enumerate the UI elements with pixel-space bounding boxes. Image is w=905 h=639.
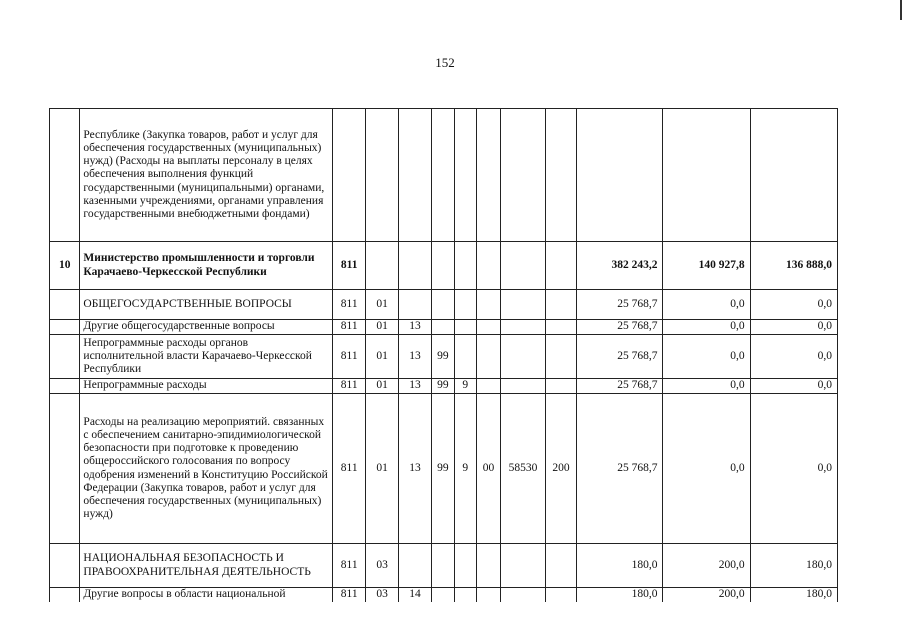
row-number (50, 379, 80, 394)
sum-year-2: 0,0 (663, 379, 750, 394)
sum-year-1: 25 768,7 (577, 379, 663, 394)
code-rz: 01 (366, 379, 398, 394)
code-pr: 13 (398, 394, 431, 544)
sum-year-1: 180,0 (577, 588, 663, 603)
code-vr (545, 544, 576, 588)
sum-year-3 (750, 109, 837, 242)
code-cs3 (476, 242, 500, 290)
code-cs4 (501, 588, 546, 603)
table-row (50, 320, 838, 335)
code-cs4 (501, 290, 546, 320)
code-cs3 (476, 588, 500, 603)
row-name: Непрограммные расходы (80, 379, 333, 394)
code-cs1 (432, 320, 454, 335)
code-gr (332, 109, 365, 242)
budget-table-body (50, 109, 838, 603)
code-cs1 (432, 544, 454, 588)
code-cs2: 9 (454, 394, 476, 544)
row-name: Министерство промышленности и торговли Карачаево-Черкесской Республики (80, 242, 333, 290)
code-cs3 (476, 320, 500, 335)
code-vr (545, 588, 576, 603)
table-row (50, 588, 838, 603)
code-cs1: 99 (432, 394, 454, 544)
sum-year-2: 0,0 (663, 320, 750, 335)
code-cs2: 9 (454, 379, 476, 394)
sum-year-2: 200,0 (663, 588, 750, 603)
code-cs3 (476, 544, 500, 588)
code-pr (398, 290, 431, 320)
code-vr (545, 320, 576, 335)
code-gr: 811 (332, 290, 365, 320)
code-cs4 (501, 379, 546, 394)
sum-year-2: 0,0 (663, 290, 750, 320)
code-cs3 (476, 109, 500, 242)
code-pr: 13 (398, 320, 431, 335)
sum-year-3: 0,0 (750, 335, 837, 379)
sum-year-3: 180,0 (750, 544, 837, 588)
code-cs4 (501, 544, 546, 588)
code-gr: 811 (332, 394, 365, 544)
code-pr (398, 242, 431, 290)
sum-year-3: 0,0 (750, 394, 837, 544)
sum-year-2: 200,0 (663, 544, 750, 588)
code-cs2 (454, 290, 476, 320)
code-cs4 (501, 320, 546, 335)
code-cs4: 58530 (501, 394, 546, 544)
code-vr (545, 290, 576, 320)
sum-year-2: 0,0 (663, 394, 750, 544)
code-vr (545, 379, 576, 394)
row-number: 10 (50, 242, 80, 290)
row-number (50, 320, 80, 335)
sum-year-3: 0,0 (750, 290, 837, 320)
sum-year-2 (663, 109, 750, 242)
code-rz (366, 109, 398, 242)
code-vr (545, 109, 576, 242)
code-cs2 (454, 109, 476, 242)
row-number (50, 588, 80, 603)
row-number (50, 290, 80, 320)
code-cs1 (432, 109, 454, 242)
sum-year-3: 136 888,0 (750, 242, 837, 290)
code-vr (545, 335, 576, 379)
code-rz: 01 (366, 335, 398, 379)
budget-table (49, 108, 838, 603)
row-number (50, 335, 80, 379)
code-cs1: 99 (432, 379, 454, 394)
page-number: 152 (435, 55, 455, 70)
code-cs4 (501, 109, 546, 242)
code-cs2 (454, 335, 476, 379)
table-row (50, 394, 838, 544)
code-cs2 (454, 242, 476, 290)
code-pr: 14 (398, 588, 431, 603)
row-name: Другие общегосударственные вопросы (80, 320, 333, 335)
sum-year-1: 180,0 (577, 544, 663, 588)
code-gr: 811 (332, 242, 365, 290)
sum-year-3: 180,0 (750, 588, 837, 603)
code-vr: 200 (545, 394, 576, 544)
row-name: Непрограммные расходы органов исполнительной власти Карачаево-Черкесской Республики (80, 335, 333, 379)
sum-year-1 (577, 109, 663, 242)
code-rz (366, 242, 398, 290)
row-name: ОБЩЕГОСУДАРСТВЕННЫЕ ВОПРОСЫ (80, 290, 333, 320)
sum-year-2: 0,0 (663, 335, 750, 379)
code-gr: 811 (332, 335, 365, 379)
code-pr (398, 109, 431, 242)
code-pr: 13 (398, 335, 431, 379)
sum-year-3: 0,0 (750, 379, 837, 394)
code-cs2 (454, 320, 476, 335)
code-cs2 (454, 588, 476, 603)
code-cs1 (432, 290, 454, 320)
sum-year-1: 25 768,7 (577, 320, 663, 335)
row-name: Республике (Закупка товаров, работ и услуг для обеспечения государственных (муниципальных) нужд) (Расходы на выплаты персоналу в целях обеспечения выполнения функций государственными (муниципальными) органами, казенными учреждениями, органами управления государственными внебюджетными фондами) (80, 109, 333, 242)
table-row (50, 290, 838, 320)
code-rz: 01 (366, 290, 398, 320)
table-row (50, 379, 838, 394)
scan-edge-mark (900, 0, 902, 20)
code-pr (398, 544, 431, 588)
code-rz: 03 (366, 588, 398, 603)
code-gr: 811 (332, 588, 365, 603)
table-row (50, 109, 838, 242)
code-rz: 01 (366, 320, 398, 335)
code-cs3 (476, 335, 500, 379)
sum-year-1: 382 243,2 (577, 242, 663, 290)
code-cs1 (432, 242, 454, 290)
row-name: НАЦИОНАЛЬНАЯ БЕЗОПАСНОСТЬ И ПРАВООХРАНИТЕЛЬНАЯ ДЕЯТЕЛЬНОСТЬ (80, 544, 333, 588)
code-cs3: 00 (476, 394, 500, 544)
code-cs3 (476, 379, 500, 394)
code-cs2 (454, 544, 476, 588)
code-cs4 (501, 335, 546, 379)
row-number (50, 394, 80, 544)
code-rz: 03 (366, 544, 398, 588)
row-number (50, 109, 80, 242)
row-name: Расходы на реализацию мероприятий. связанных с обеспечением санитарно-эпидимиологической безопасности при подготовке к проведению общероссийского голосования по вопросу одобрения изменений в Конституцию Российской Федерации (Закупка товаров, работ и услуг для обеспечения государственных (муниципальных) нужд) (80, 394, 333, 544)
sum-year-1: 25 768,7 (577, 394, 663, 544)
code-cs1 (432, 588, 454, 603)
sum-year-3: 0,0 (750, 320, 837, 335)
code-cs3 (476, 290, 500, 320)
code-pr: 13 (398, 379, 431, 394)
code-cs4 (501, 242, 546, 290)
code-rz: 01 (366, 394, 398, 544)
code-gr: 811 (332, 320, 365, 335)
code-gr: 811 (332, 379, 365, 394)
code-vr (545, 242, 576, 290)
table-row (50, 544, 838, 588)
sum-year-1: 25 768,7 (577, 335, 663, 379)
table-row (50, 242, 838, 290)
row-number (50, 544, 80, 588)
row-name: Другие вопросы в области национальной (80, 588, 333, 603)
sum-year-1: 25 768,7 (577, 290, 663, 320)
code-gr: 811 (332, 544, 365, 588)
sum-year-2: 140 927,8 (663, 242, 750, 290)
table-row (50, 335, 838, 379)
code-cs1: 99 (432, 335, 454, 379)
